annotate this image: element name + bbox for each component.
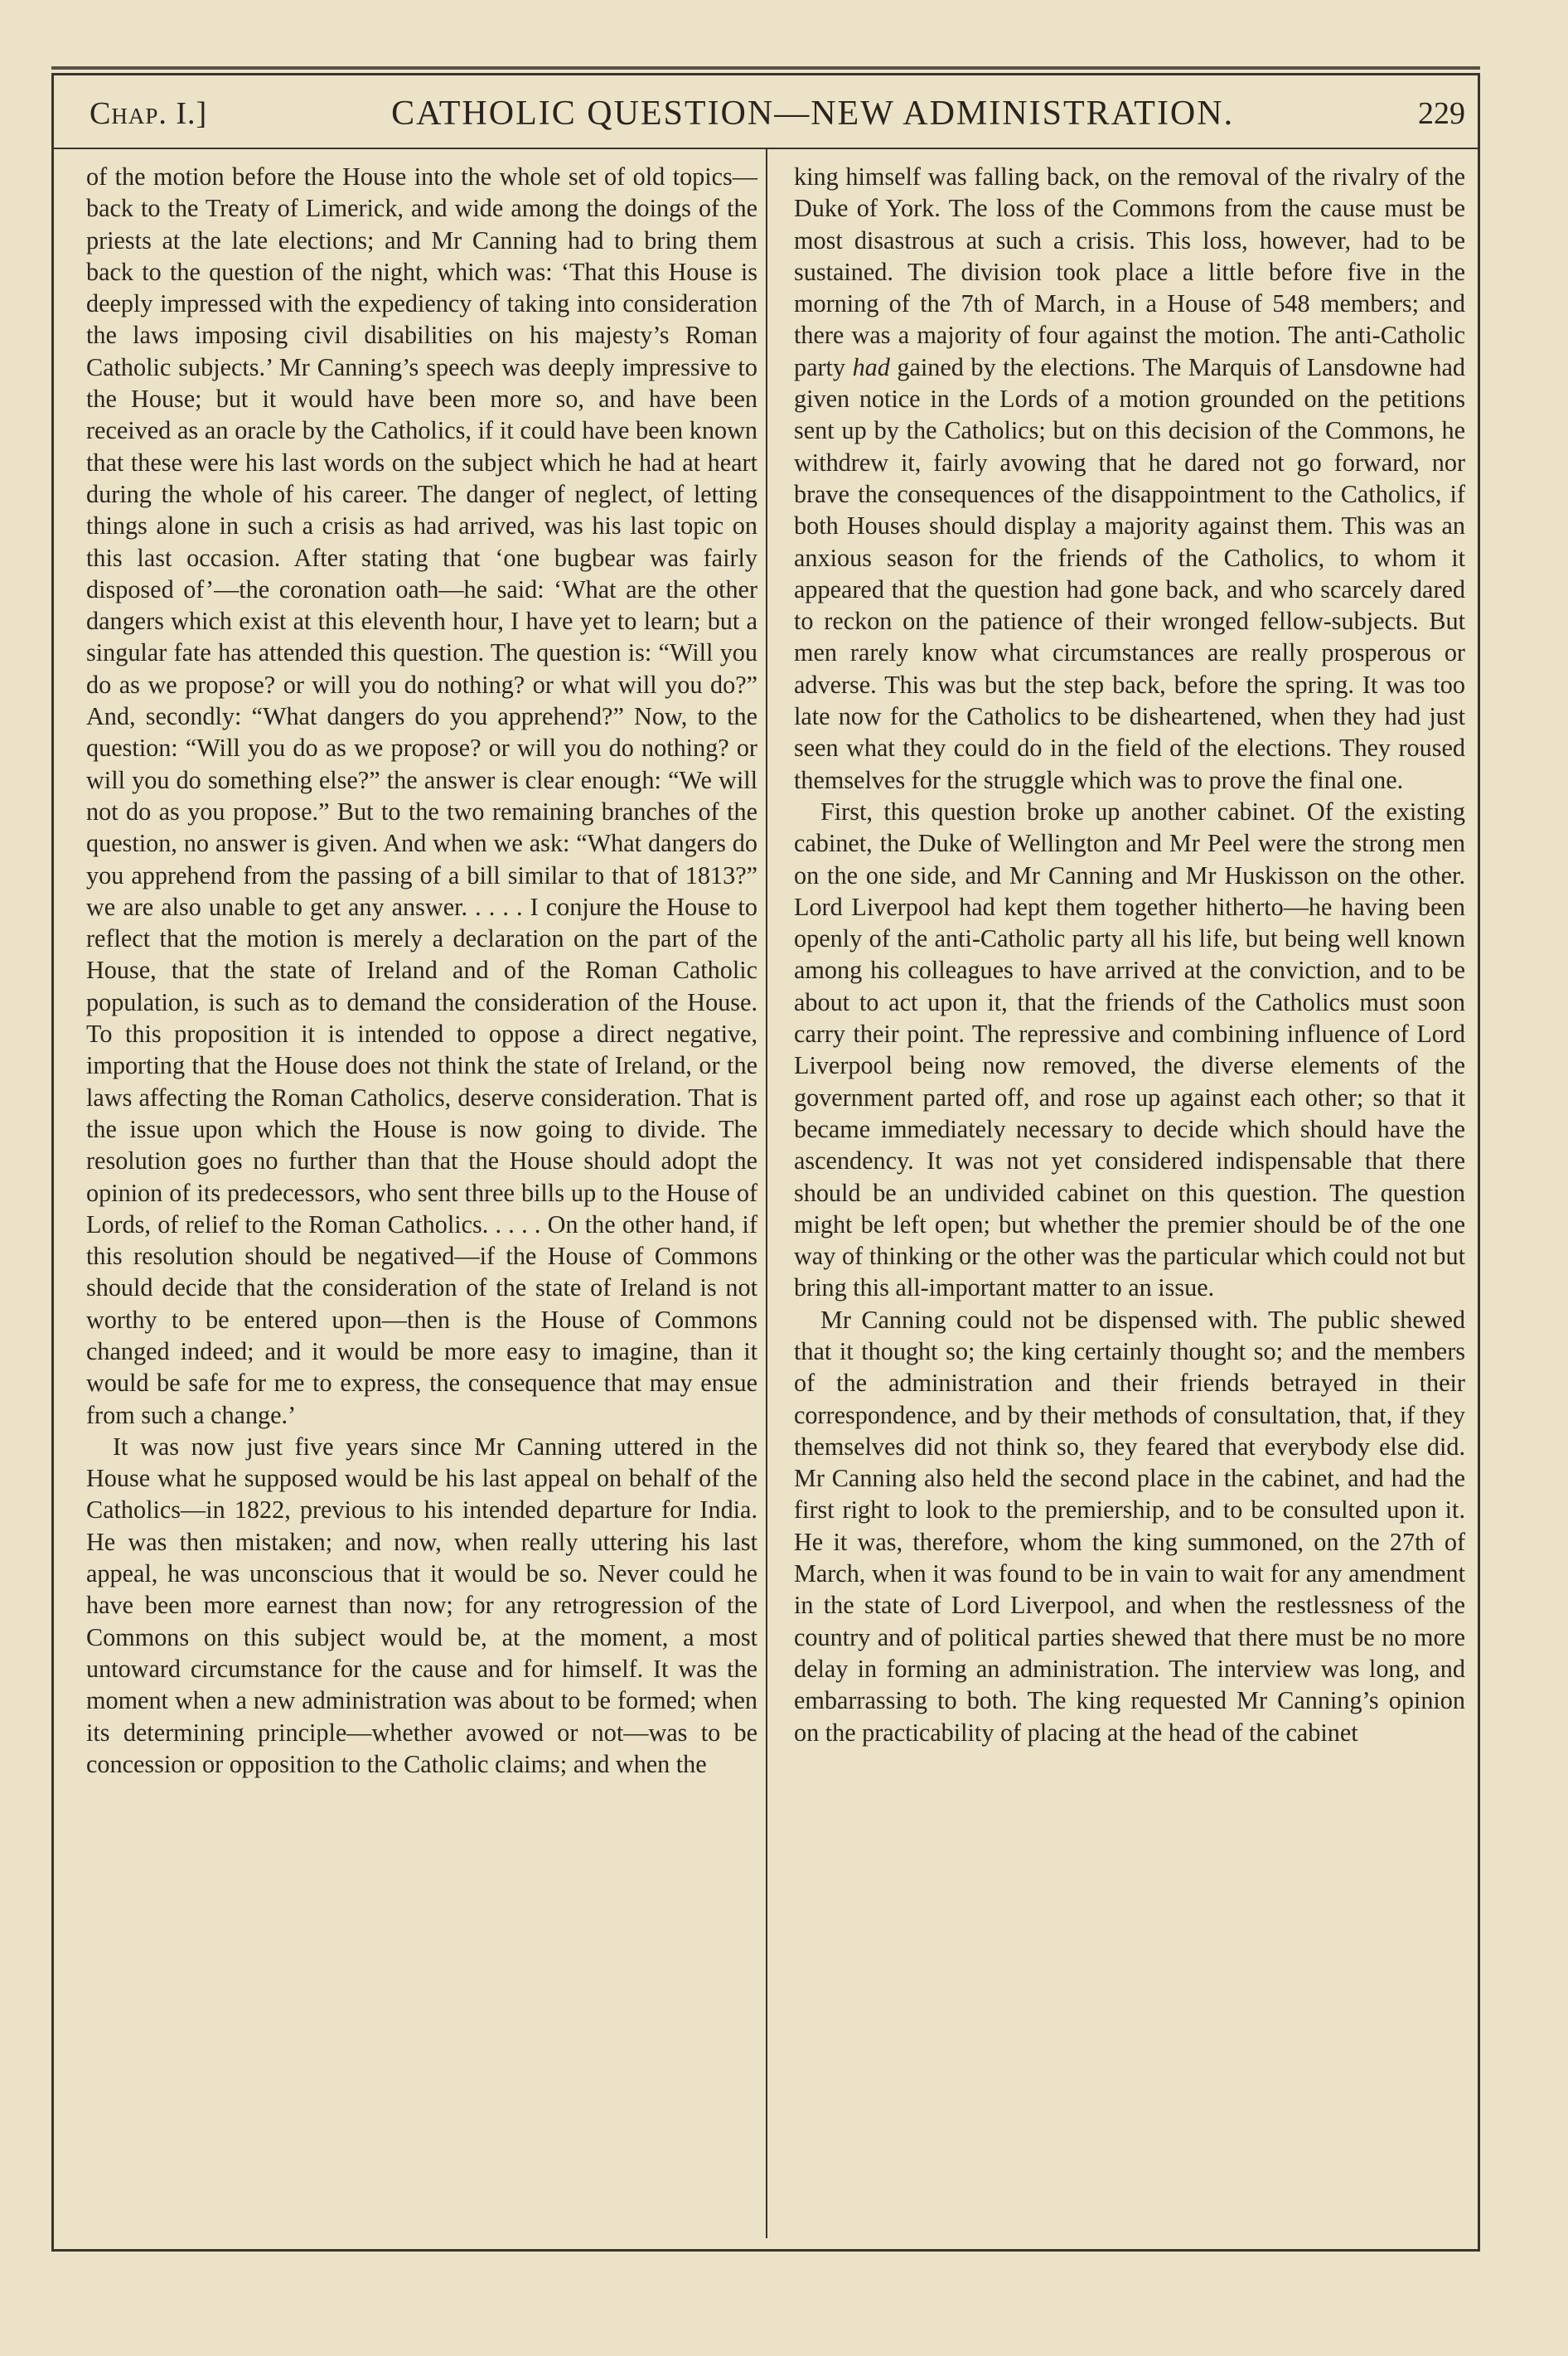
column-divider [766, 149, 767, 2238]
left-paragraph-1: of the motion before the House into the whole set of old topics—back to the Treaty of Limerick, and wide among the doings of the priests at the late elections; and Mr Canning had to bring them back to the question of the night, which was: ‘That this House is deeply impressed with the expediency of taking into consideration the laws imposing civil disabilities on his majesty’s Roman Catholic subjects.’ Mr Canning’s speech was deeply impressive to the House; but it would have been more so, and have been received as an oracle by the Catholics, if it could have been known that these were his last words on the subject which he had at heart during the whole of his career. The danger of neglect, of letting things alone in such a crisis as had arrived, was his last topic on this last occasion. After stating that ‘one bugbear was fairly disposed of’—the coronation oath—he said: ‘What are the other dangers which exist at this eleventh hour, I have yet to learn; but a singular fate has attended this question. The question is: “Will you do as we propose? or will you do nothing? or what will you do?” And, secondly: “What dangers do you apprehend?” Now, to the question: “Will you do as we propose? or will you do nothing? or will you do something else?” the answer is clear enough: “We will not do as you propose.” But to the two remaining branches of the question, no answer is given. And when we ask: “What dangers do you apprehend from the passing of a bill similar to that of 1813?” we are also unable to get any answer. . . . . I conjure the House to reflect that the motion is merely a declaration on the part of the House, that the state of Ireland and of the Roman Catholic population, is such as to demand the consideration of the House. To this proposition it is intended to oppose a direct negative, importing that the House does not think the state of Ireland, or the laws affecting the Roman Catholics, deserve consideration. That is the issue upon which the House is now going to divide. The resolution goes no further than that the House should adopt the opinion of its predecessors, who sent three bills up to the House of Lords, of relief to the Roman Catholics. . . . . On the other hand, if this resolution should be negatived—if the House of Commons should decide that the consideration of the state of Ireland is not worthy to be entered upon—then is the House of Commons changed indeed; and it would be more easy to imagine, than it would be safe for me to express, the consequence that may ensue from such a change.’ [86, 162, 757, 1429]
chapter-label: Chap. I.] [90, 96, 208, 131]
page-number: 229 [1418, 96, 1465, 131]
right-paragraph-2: First, this question broke up another cabinet. Of the existing cabinet, the Duke of Wellington and Mr Peel were the strong men on the one side, and Mr Canning and Mr Huskisson on the other. Lord Liverpool had kept them together hitherto—he having been openly of the anti-Catholic party all his life, but being well known among his colleagues to have arrived at the conviction, and to be about to act upon it, that the friends of the Catholics must soon carry their point. The repressive and combining influence of Lord Liverpool being now removed, the diverse elements of the government parted off, and rose up against each other; so that it became immediately necessary to decide which should have the ascendency. It was not yet considered indispensable that there should be an undivided cabinet on this question. The question might be left open; but whether the premier should be of the one way of thinking or the other was the particular which could not but bring this all-important matter to an issue. [794, 797, 1465, 1302]
right-paragraph-1-part-a: king himself was falling back, on the removal of the rivalry of the Duke of York. The loss of the Commons from the cause must be most disastrous at such a crisis. This loss, however, had to be sustained. The division took place a little before five in the morning of the 7th of March, in a House of 548 members; and there was a majority of four against the motion. The anti-Catholic party [794, 162, 1465, 381]
running-head [51, 80, 1480, 149]
right-column [794, 161, 1465, 1748]
left-column [86, 161, 757, 1780]
italic-emphasis: had [852, 352, 890, 381]
left-paragraph-2: It was now just five years since Mr Canning uttered in the House what he supposed would be his last appeal on behalf of the Catholics—in 1822, previous to his intended departure for India. He was then mistaken; and now, when really uttering his last appeal, he was unconscious that it would be so. Never could he have been more earnest than now; for any retrogression of the Commons on this subject would be, at the moment, a most untoward circumstance for the cause and for himself. It was the moment when a new administration was about to be formed; when its determining principle—whether avowed or not—was to be concession or opposition to the Catholic claims; and when the [86, 1432, 757, 1778]
right-paragraph-1-part-b: gained by the elections. The Marquis of Lansdowne had given notice in the Lords of a motion grounded on the petitions sent up by the Catholics; but on this decision of the Commons, he withdrew it, fairly avowing that he dared not go forward, nor brave the consequences of the disappointment to the Catholics, if both Houses should display a majority against them. This was an anxious season for the friends of the Catholics, to whom it appeared that the question had gone back, and who scarcely dared to reckon on the patience of their wronged fellow-subjects. But men rarely know what circumstances are really prosperous or adverse. This was but the step back, before the spring. It was too late now for the Catholics to be disheartened, when they had just seen what they could do in the field of the elections. They roused themselves for the struggle which was to prove the final one. [794, 352, 1465, 794]
text-columns [51, 149, 1480, 2238]
top-rule [51, 66, 1480, 70]
page-title: CATHOLIC QUESTION—NEW ADMINISTRATION. [391, 95, 1235, 133]
right-paragraph-1 [794, 161, 1465, 796]
right-paragraph-3: Mr Canning could not be dispensed with. The public shewed that it thought so; the king certainly thought so; and the members of the administration and their friends betrayed in their correspondence, and by their methods of consultation, that, if they themselves did not think so, they feared that everybody else did. Mr Canning also held the second place in the cabinet, and had the first right to look to the premiership, and to be consulted upon it. He it was, therefore, whom the king summoned, on the 27th of March, when it was found to be in vain to wait for any amendment in the state of Lord Liverpool, and when the restlessness of the country and of political parties shewed that there must be no more delay in forming an administration. The interview was long, and embarrassing to both. The king requested Mr Canning’s opinion on the practicability of placing at the head of the cabinet [794, 1305, 1465, 1747]
